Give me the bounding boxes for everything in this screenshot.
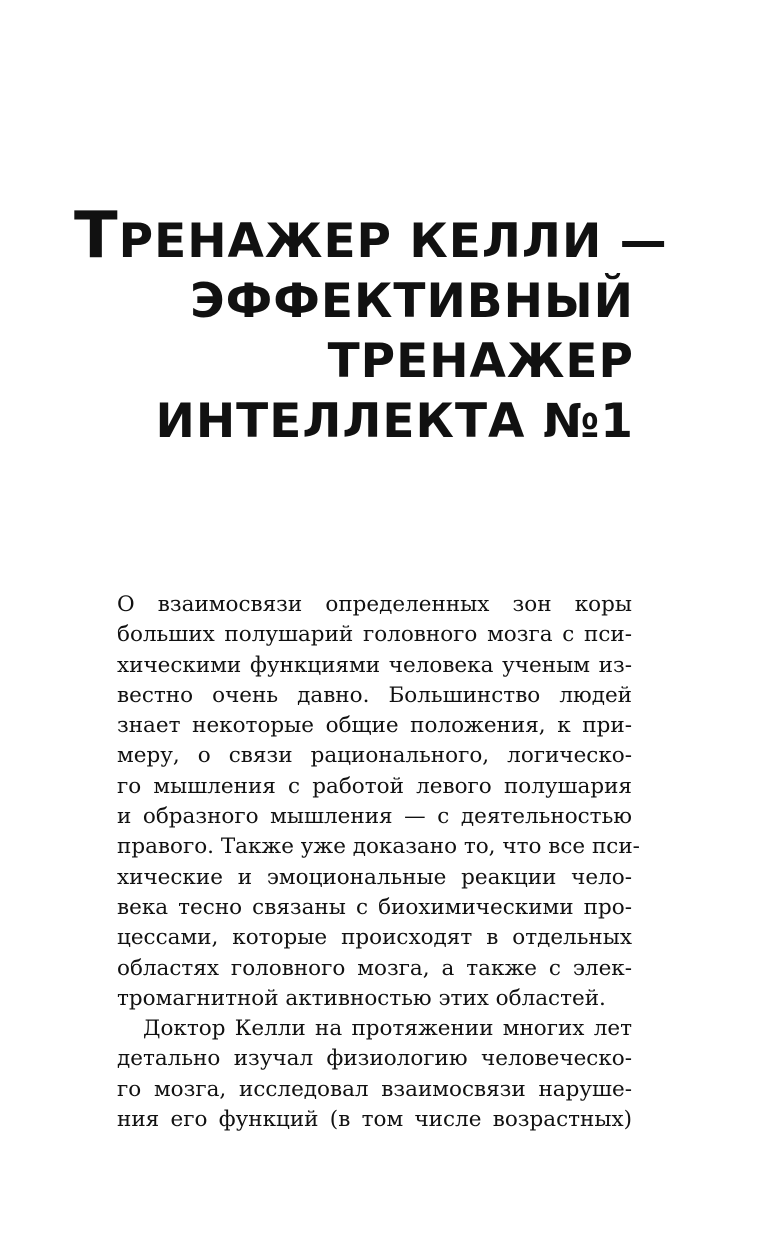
- text-line: цессами, которые происходят в отдельных: [117, 925, 632, 951]
- chapter-title-drop-letter: Т: [74, 199, 119, 273]
- text-line: О взаимосвязи определенных зон коры: [117, 592, 632, 617]
- body-text: [117, 590, 640, 1135]
- text-line: го мозга, исследовал взаимосвязи наруше-: [117, 1076, 632, 1102]
- text-line: больших полушарий головного мозга с пси-: [117, 622, 632, 648]
- text-line: века тесно связаны с биохимическими про-: [117, 894, 632, 920]
- text-line: хические и эмоциональные реакции чело-: [117, 864, 632, 890]
- text-line: меру, о связи рационального, логическо-: [117, 743, 632, 769]
- text-line: тромагнитной активностью этих областей.: [117, 985, 606, 1011]
- chapter-title-line-4: ИНТЕЛЛЕКТА №1: [155, 394, 634, 449]
- text-line: правого. Также уже доказано то, что все пси-: [117, 834, 640, 860]
- text-line: хическими функциями человека ученым из-: [117, 652, 632, 678]
- text-line: областях головного мозга, а также с элек-: [117, 955, 632, 981]
- text-line: знает некоторые общие положения, к при-: [117, 713, 632, 739]
- chapter-title-line-3: ТРЕНАЖЕР: [327, 334, 634, 389]
- text-line: ния его функций (в том числе возрастных): [117, 1107, 632, 1133]
- text-line: вестно очень давно. Большинство людей: [117, 682, 632, 708]
- chapter-title: [74, 199, 668, 452]
- chapter-title-line-2: ЭФФЕКТИВНЫЙ: [190, 274, 634, 329]
- text-line: детально изучал физиологию человеческо-: [117, 1046, 632, 1072]
- text-line: Доктор Келли на протяжении многих лет: [143, 1016, 632, 1042]
- text-line: го мышления с работой левого полушария: [117, 773, 632, 799]
- text-line: и образного мышления — с деятельностью: [117, 804, 632, 830]
- chapter-title-line-1-text: РЕНАЖЕР КЕЛЛИ —: [118, 214, 668, 269]
- chapter-title-line-1: [74, 199, 668, 273]
